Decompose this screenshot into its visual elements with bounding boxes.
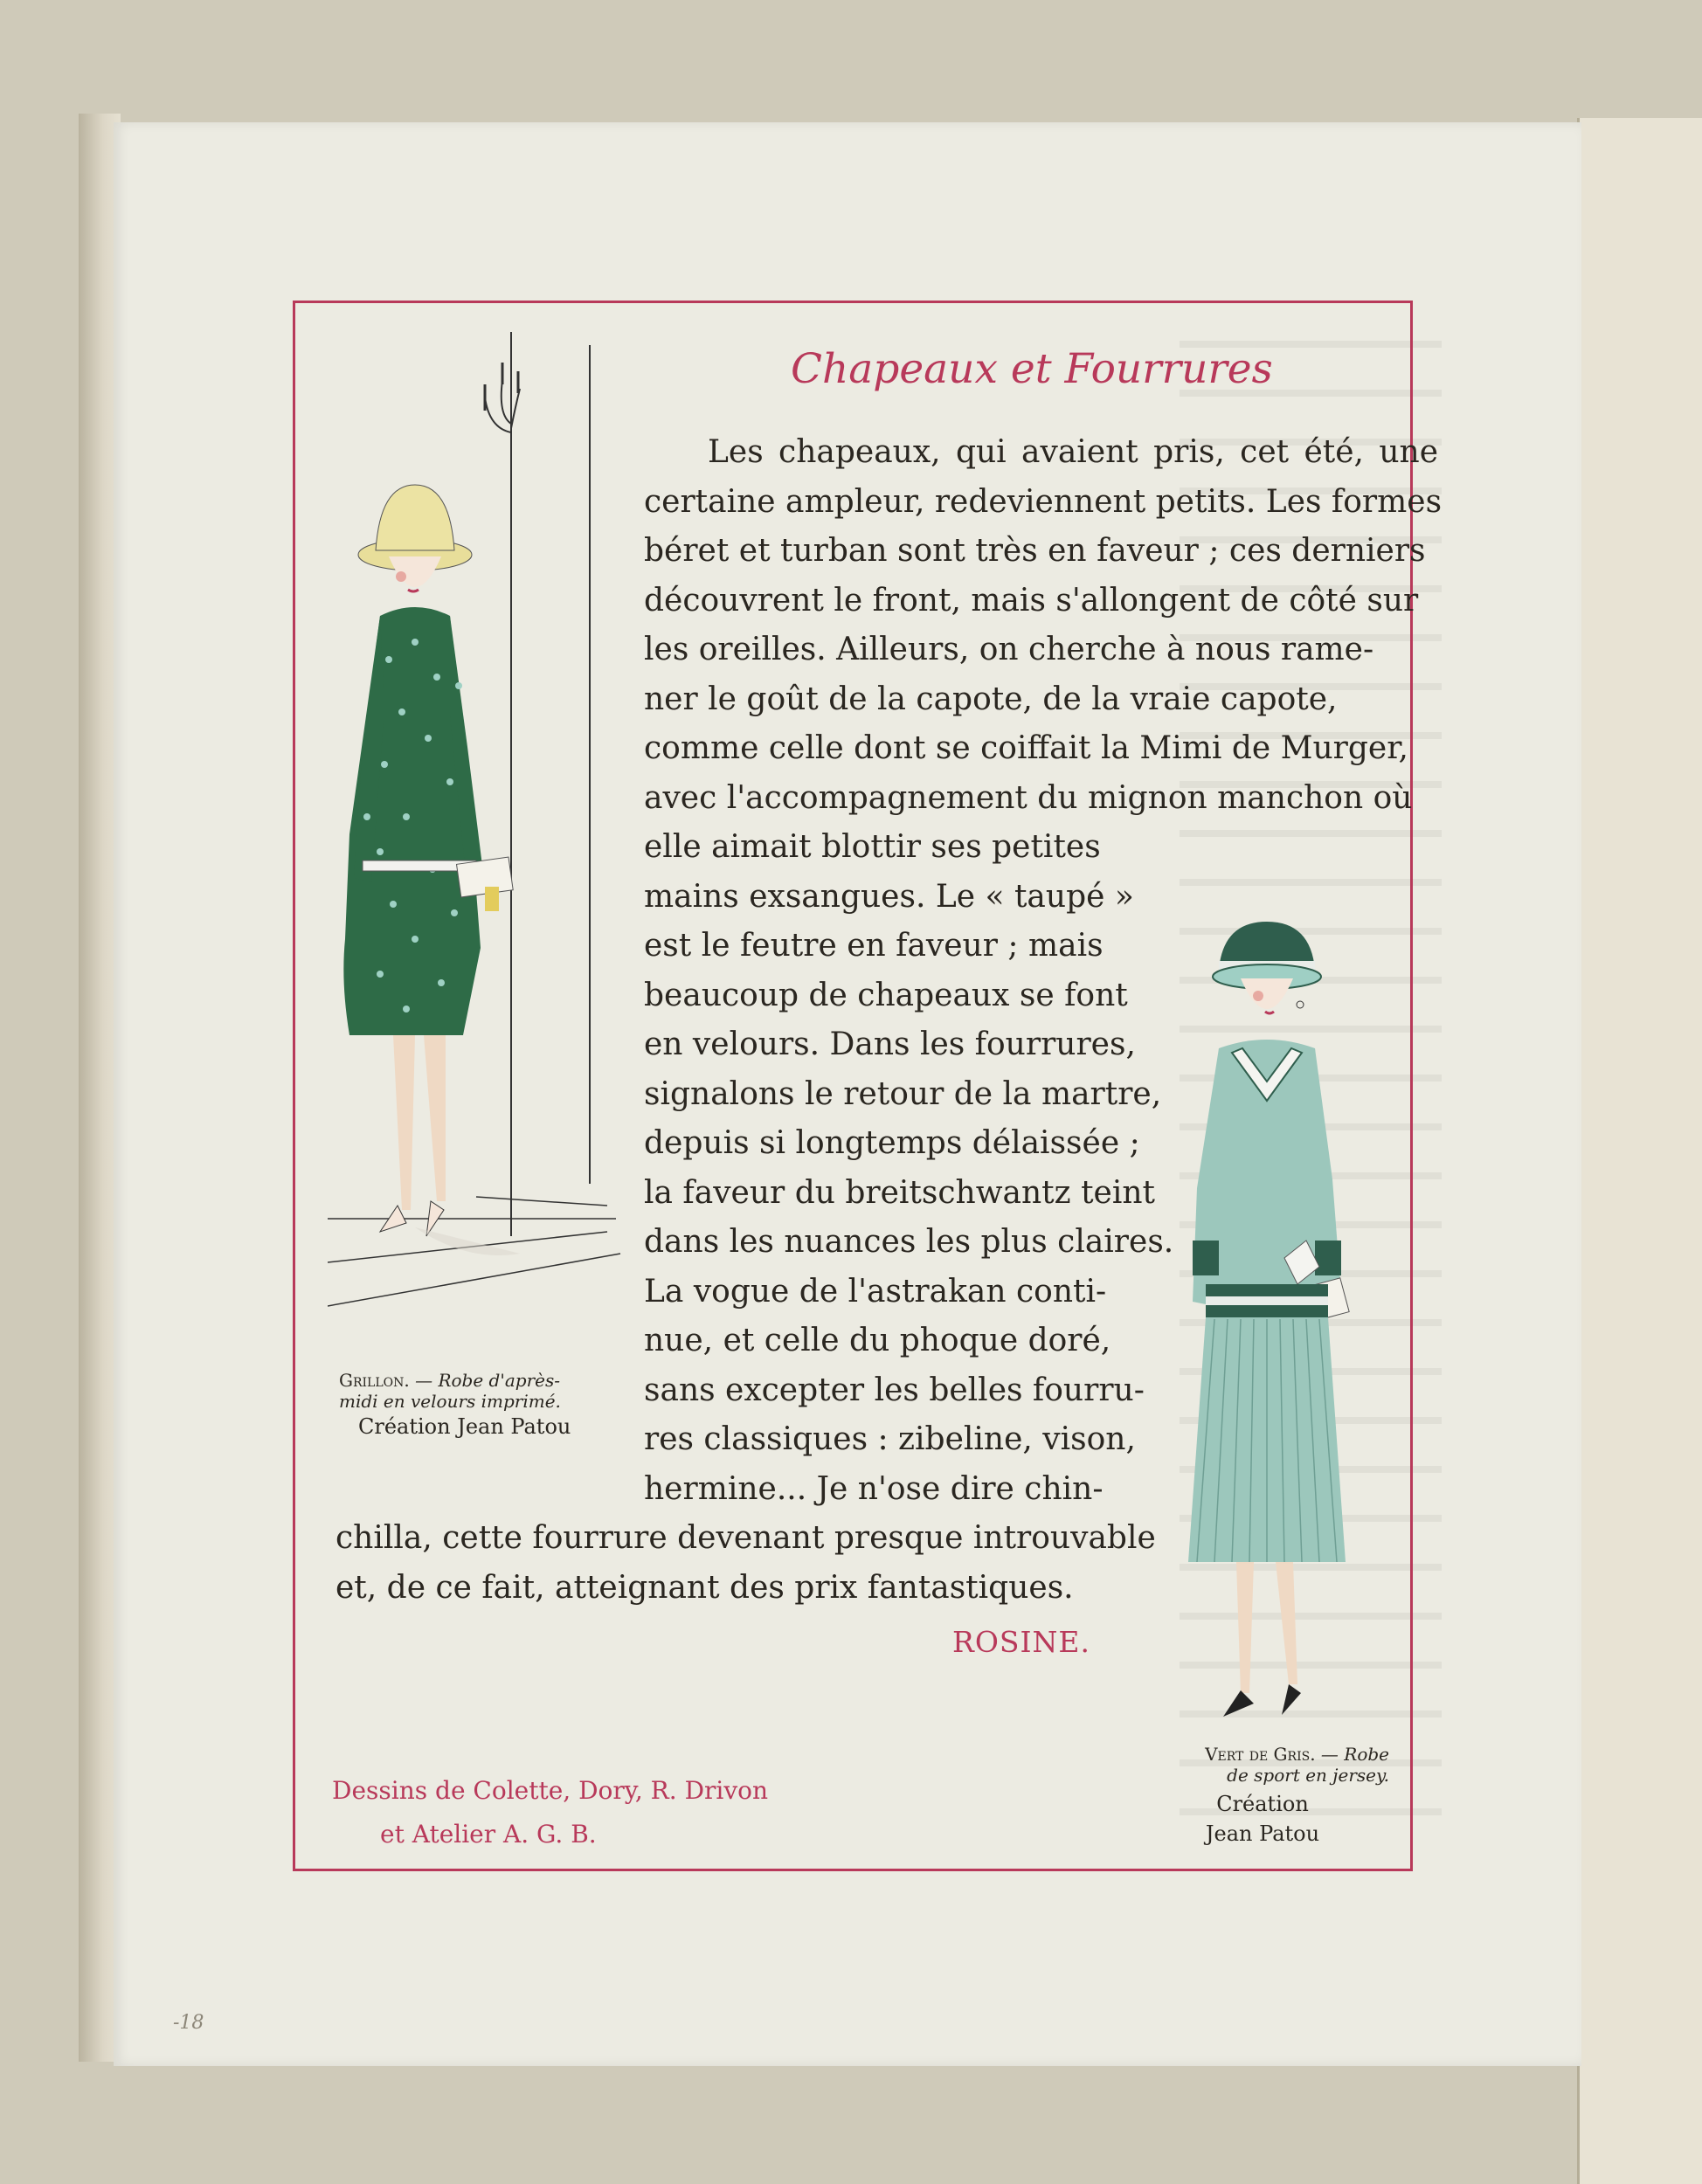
- caption-right-creation-1: Création: [1216, 1792, 1309, 1816]
- body-line: les oreilles. Ailleurs, on cherche à nous rame-: [644, 632, 1374, 667]
- body-line: mains exsangues. Le « taupé »: [644, 878, 1134, 915]
- caption-right-name: Vert de Gris.: [1205, 1744, 1316, 1765]
- body-line: depuis si longtemps délaissée ;: [644, 1125, 1140, 1161]
- body-line: La vogue de l'astrakan conti-: [644, 1273, 1107, 1310]
- body-line: elle aimait blottir ses petites: [644, 829, 1101, 865]
- credits-line2: et Atelier A. G. B.: [380, 1820, 597, 1849]
- caption-right-creation-2: Jean Patou: [1205, 1821, 1320, 1846]
- body-line: nue, et celle du phoque doré,: [644, 1323, 1111, 1358]
- body-line: chilla, cette fourrure devenant presque introuvable: [336, 1520, 1156, 1556]
- body-line: avec l'accompagnement du mignon manchon où: [644, 779, 1413, 816]
- body-line: comme celle dont se coiffait la Mimi de Murger,: [644, 730, 1408, 766]
- caption-right-desc-line2: de sport en jersey.: [1227, 1765, 1389, 1786]
- body-line: hermine... Je n'ose dire chin-: [644, 1470, 1104, 1507]
- body-line: signalons le retour de la martre,: [644, 1075, 1162, 1112]
- body-line: est le feutre en faveur ; mais: [644, 928, 1104, 964]
- body-line: en velours. Dans les fourrures,: [644, 1026, 1136, 1062]
- credits-line1: Dessins de Colette, Dory, R. Drivon: [332, 1776, 769, 1805]
- caption-right-desc: — Robe: [1315, 1744, 1389, 1765]
- caption-left-desc-line2: midi en velours imprimé.: [339, 1391, 561, 1412]
- caption-left-creation: Création Jean Patou: [358, 1414, 571, 1439]
- body-line: Les chapeaux, qui avaient pris, cet été, une: [708, 434, 1438, 470]
- illustration-credits: [332, 1769, 768, 1856]
- body-line: sans excepter les belles fourru-: [644, 1372, 1145, 1408]
- author-signature: ROSINE.: [952, 1625, 1090, 1659]
- caption-left-desc: — Robe d'après-: [409, 1370, 560, 1391]
- fashion-illustration-vert-de-gris: [1145, 909, 1380, 1721]
- facing-page-edge: [1577, 118, 1702, 2184]
- article-title: Chapeaux et Fourrures: [791, 345, 1273, 393]
- body-line: res classiques : zibeline, vison,: [644, 1421, 1136, 1457]
- body-line: et, de ce fait, atteignant des prix fantastiques.: [336, 1569, 1074, 1606]
- body-line: béret et turban sont très en faveur ; ces derniers: [644, 533, 1426, 569]
- body-line: beaucoup de chapeaux se font: [644, 977, 1128, 1013]
- caption-left: [339, 1370, 610, 1441]
- body-line: la faveur du breitschwantz teint: [644, 1174, 1155, 1211]
- body-line: dans les nuances les plus claires.: [644, 1224, 1174, 1260]
- caption-left-name: Grillon.: [339, 1370, 410, 1391]
- body-line: certaine ampleur, redeviennent petits. Les formes: [644, 483, 1443, 520]
- caption-right: [1136, 1744, 1389, 1849]
- body-line: découvrent le front, mais s'allongent de côté sur: [644, 582, 1419, 619]
- page-mark: -18: [173, 2012, 204, 2034]
- body-line: ner le goût de la capote, de la vraie capote,: [644, 681, 1338, 717]
